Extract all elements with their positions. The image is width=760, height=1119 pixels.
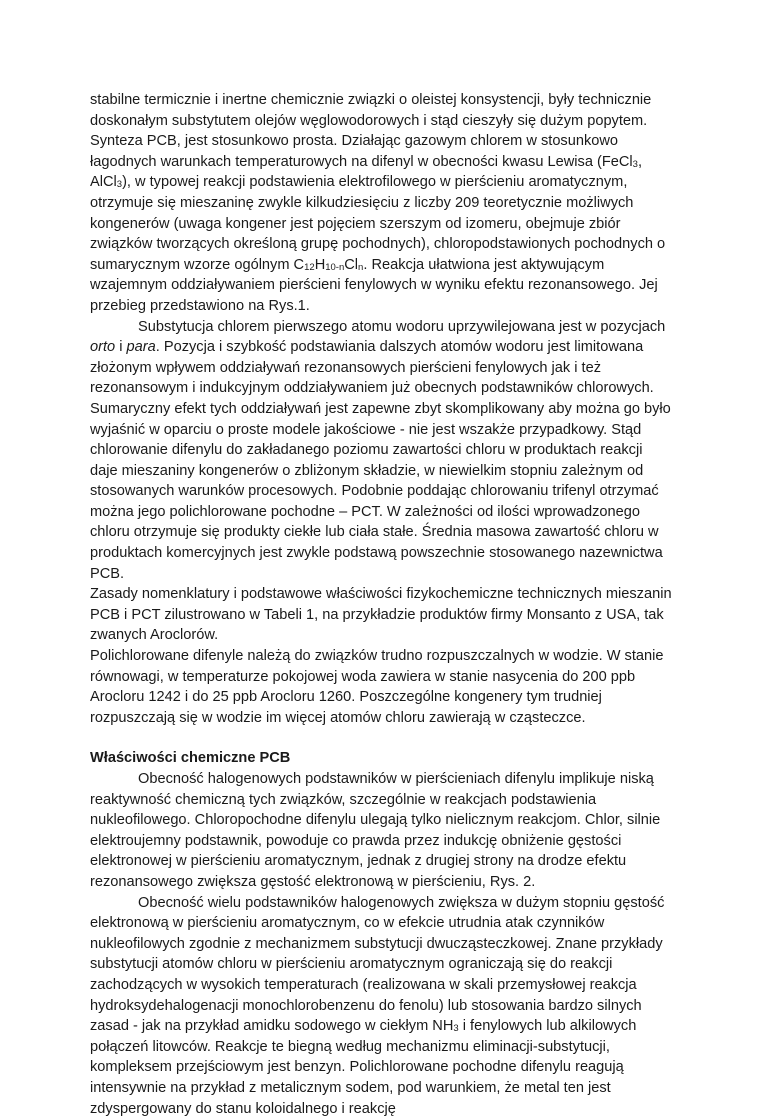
paragraph-substitution: Substytucja chlorem pierwszego atomu wodoru uprzywilejowana jest w pozycjach orto i para. Pozycja i szybkość podstawiania dalszych atomów wodoru jest limitowana złożonym wpływem oddziaływań rezonansowych pierścieni fenylowych jak i też rezonansowym i indukcyjnym oddziaływaniem już obecnych podstawników chlorowych. Sumaryczny efekt tych oddziaływań jest zapewne zbyt skomplikowany aby można go było wyjaśnić w oparciu o proste modele jakościowe - nie jest wszakże przypadkowy. Stąd chlorowanie difenylu do zakładanego poziomu zawartości chloru w produktach reakcji daje mieszaniny kongenerów o zbliżonym składzie, w niewielkim stopniu zależnym od stosowanych warunków procesowych. Podobnie poddając chlorowaniu trifenyl otrzymać można jego polichlorowane pochodne – PCT. W zależności od ilości wprowadzonego chloru otrzymuje się produkty ciekłe lub ciała stałe. Średnia masowa zawartość chloru w produktach komercyjnych jest zwykle podstawą powszechnie stosowanego nazewnictwa PCB. bbox=[90, 318, 671, 582]
paragraph-reactivity: Obecność halogenowych podstawników w pierścieniach difenylu implikuje niską reaktywność chemiczną tych związków, szczególnie w reakcjach podstawienia nukleofilowego. Chloropochodne difenylu ulegają tylko nielicznym reakcjom. Chlor, silnie elektroujemny podstawnik, powoduje co prawda przez indukcję obniżenie gęstości elektronowej w pierścieniu aromatycznym, jednak z drugiej strony na drodze efektu rezonansowego zwiększa gęstość elektronową w pierścieniu, Rys. 2. bbox=[90, 771, 661, 890]
paragraph-nucleophilic-substitution: Obecność wielu podstawników halogenowych zwiększa w dużym stopniu gęstość elektronową w pierścieniu aromatycznym, co w efekcie utrudnia atak czynników nukleofilowych zgodnie z mechanizmem substytucji dwucząsteczkowej. Znane przykłady substytucji atomów chloru w pierścieniu aromatycznym ograniczają się do reakcji zachodzących w wysokich temperaturach (realizowana w skali przemysłowej reakcja hydroksydehalogenacji monochlorobenzenu do fenolu) lub stosowania bardzo silnych zasad - jak na przykład amidku sodowego w ciekłym $NH_3$ i fenylowych lub alkilowych połączeń litowców. Reakcje te biegną według mechanizmu eliminacji-substytucji, kompleksem przejściowym jest benzyn. Polichlorowane pochodne difenylu reagują intensywnie na przykład z metalicznym sodem, pod warunkiem, że metal ten jest zdyspergowany do stanu koloidalnego i reakcję bbox=[90, 894, 665, 1117]
paragraph-solubility: Polichlorowane difenyle należą do związków trudno rozpuszczalnych w wodzie. W stanie równowagi, w temperaturze pokojowej woda zawiera w stanie nasycenia do 200 ppb Arocloru 1242 i do 25 ppb Arocloru 1260. Poszczególne kongenery tym trudniej rozpuszczają się w wodzie im więcej atomów chloru zawierają w cząsteczce. bbox=[90, 648, 664, 726]
section-spacer bbox=[90, 728, 672, 748]
paragraph-pcb-synthesis: stabilne termicznie i inertne chemicznie związki o oleistej konsystencji, były technicznie doskonałym substytutem olejów węglowodorowych i stąd cieszyły się dużym popytem. Synteza PCB, jest stosunkowo prosta. Działając gazowym chlorem w stosunkowo łagodnych warunkach temperaturowych na difenyl w obecności kwasu Lewisa (FeCl$_3$, AlCl$_3$), w typowej reakcji podstawienia elektrofilowego w pierścieniu aromatycznym, otrzymuje się mieszaninę zwykle kilkudziesięciu z liczby 209 teoretycznie możliwych kongenerów (uwaga kongener jest pojęciem szerszym od izomeru, obejmuje zbiór związków tworzących określoną grupę pochodnych), chloropodstawionych pochodnych o sumarycznym wzorze ogólnym $C_{12}H_{10-n}Cl_n$. Reakcja ułatwiona jest aktywującym wzajemnym oddziaływaniem pierścieni fenylowych w wyniku efektu rezonansowego. Jej przebieg przedstawiono na Rys.1. bbox=[90, 92, 666, 314]
paragraph-nomenclature: Zasady nomenklatury i podstawowe właściwości fizykochemiczne technicznych mieszanin PCB i PCT zilustrowano w Tabeli 1, na przykładzie produktów firmy Monsanto z USA, tak zwanych Aroclorów. bbox=[90, 586, 672, 644]
section-heading: Właściwości chemiczne PCB bbox=[90, 750, 291, 767]
document-page bbox=[90, 90, 672, 1119]
